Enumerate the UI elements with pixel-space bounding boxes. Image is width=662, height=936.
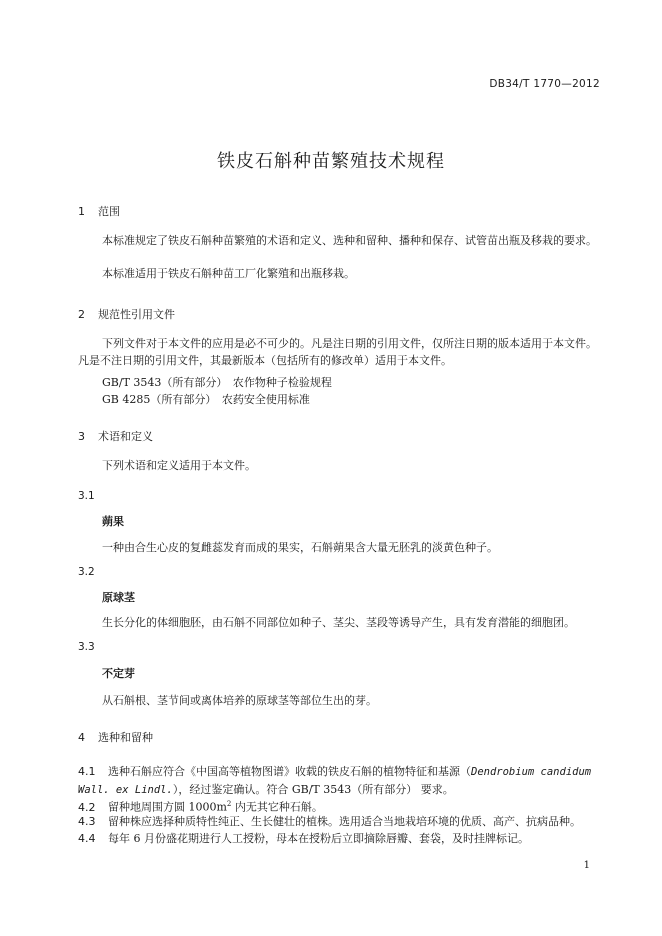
clause-number: 4.4 [78, 832, 96, 845]
clause-number: 4.2 [78, 800, 96, 814]
term-capsule: 蒴果 [102, 515, 124, 528]
clause-text-before: 留种地周围方圆 1000m [108, 800, 227, 814]
section-2-heading [78, 306, 175, 322]
clause-number-3-3: 3.3 [78, 641, 95, 653]
standard-code: DB34/T 1770—2012 [489, 78, 600, 90]
clause-number: 4.3 [78, 815, 96, 828]
clause-text-after: ），经过鉴定确认。符合 GB/T 3543（所有部分） 要求。 [172, 783, 454, 796]
term-protocorm: 原球茎 [102, 591, 135, 604]
clause-number-3-1: 3.1 [78, 490, 95, 502]
clause-number: 4.1 [78, 765, 96, 778]
term-adventitious-bud: 不定芽 [102, 667, 135, 680]
section-4-heading [78, 729, 153, 745]
section-number: 4 [78, 731, 85, 744]
reference-gb-4285: GB 4285（所有部分） 农药安全使用标准 [102, 393, 310, 406]
term-protocorm-definition: 生长分化的体细胞胚，由石斛不同部位如种子、茎尖、茎段等诱导产生，具有发育潜能的细胞团。 [102, 616, 575, 629]
clause-number-3-2: 3.2 [78, 566, 95, 578]
clause-text-after: 内无其它种石斛。 [231, 800, 323, 814]
section-title: 术语和定义 [98, 430, 153, 443]
section-1-heading [78, 203, 120, 219]
clause-text-before: 选种石斛应符合《中国高等植物图谱》收载的铁皮石斛的植物特征和基源（ [108, 765, 471, 778]
section-title: 选种和留种 [98, 731, 153, 744]
section-3-heading [78, 428, 153, 444]
section-title: 范围 [98, 205, 120, 218]
section-3-intro: 下列术语和定义适用于本文件。 [102, 459, 256, 472]
section-number: 2 [78, 308, 85, 321]
section-number: 3 [78, 430, 85, 443]
section-title: 规范性引用文件 [98, 308, 175, 321]
clause-4-1 [78, 763, 602, 799]
document-title: 铁皮石斛种苗繁殖技术规程 [217, 151, 445, 172]
section-number: 1 [78, 205, 85, 218]
section-2-paragraph: 下列文件对于本文件的应用是必不可少的。凡是注日期的引用文件，仅所注日期的版本适用于本文件。凡是不注日期的引用文件，其最新版本（包括所有的修改单）适用于本文件。 [78, 337, 597, 367]
section-1-paragraph-2: 本标准适用于铁皮石斛种苗工厂化繁殖和出瓶移栽。 [102, 267, 355, 280]
term-adventitious-bud-definition: 从石斛根、茎节间或离体培养的原球茎等部位生出的芽。 [102, 694, 377, 707]
latin-species-name: Dendrobium candidum Wall. ex Lindl. [78, 766, 592, 796]
clause-4-4 [78, 830, 602, 847]
section-1-paragraph-1: 本标准规定了铁皮石斛种苗繁殖的术语和定义、选种和留种、播种和保存、试管苗出瓶及移栽的要求。 [102, 234, 597, 247]
clause-text: 每年 6 月份盛花期进行人工授粉，母本在授粉后立即摘除唇瓣、套袋，及时挂牌标记。 [108, 832, 529, 845]
clause-4-3 [78, 813, 602, 830]
page-number: 1 [583, 860, 590, 871]
term-capsule-definition: 一种由合生心皮的复雌蕊发育而成的果实，石斛蒴果含大量无胚乳的淡黄色种子。 [102, 541, 498, 554]
superscript: 2 [226, 800, 232, 808]
clause-text: 留种株应选择种质特性纯正、生长健壮的植株。选用适合当地栽培环境的优质、高产、抗病品种。 [108, 815, 581, 828]
reference-gb-t-3543: GB/T 3543（所有部分） 农作物种子检验规程 [102, 376, 332, 389]
